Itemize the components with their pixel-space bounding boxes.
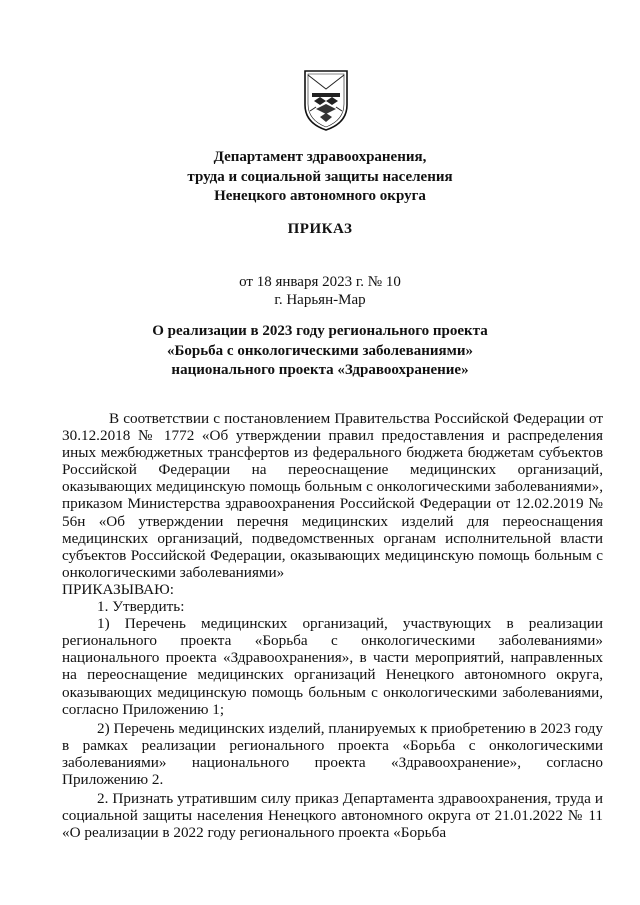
order-body xyxy=(62,410,603,841)
subject-line: О реализации в 2023 году регионального проекта xyxy=(152,323,488,339)
item-1-2: 2) Перечень медицинских изделий, планируемых к приобретению в 2023 году в рамках реализации регионального проекта «Борьба с онкологическими заболеваниями» национального проекта «Здравоохранение», согласно Приложению 2. xyxy=(62,719,603,788)
order-subject xyxy=(0,322,640,381)
order-word: ПРИКАЗЫВАЮ: xyxy=(62,580,174,598)
order-date-number: от 18 января 2023 г. № 10 xyxy=(239,274,401,290)
department-line: Департамент здравоохранения, xyxy=(213,149,427,165)
item-1: 1. Утвердить: xyxy=(97,598,185,616)
order-city: г. Нарьян-Мар xyxy=(274,292,366,308)
coat-of-arms-icon xyxy=(302,67,350,133)
preamble-paragraph: В соответствии с постановлением Правительства Российской Федерации от 30.12.2018 № 1772 «Об утверждении правил предоставления и распределения иных межбюджетных трансфертов из федерального бюджета бюджетам субъектов Российской Федерации на переоснащение медицинских организаций, оказывающих медицинскую помощь больным с онкологическими заболеваниями», приказом Министерства здравоохранения Российской Федерации от 12.02.2019 № 56н «Об утверждении перечня медицинских изделий для переоснащения медицинских организаций, подведомственных органам исполнительной власти субъектов Российской Федерации, оказывающих медицинскую помощь больным с онкологическими заболеваниями» xyxy=(62,410,603,581)
department-name xyxy=(0,148,640,207)
item-2: 2. Признать утратившим силу приказ Департамента здравоохранения, труда и социальной защиты населения Ненецкого автономного округа от 21.01.2022 № 11 «О реализации в 2022 году регионального проекта «Борьба xyxy=(62,790,603,842)
item-1-1: 1) Перечень медицинских организаций, участвующих в реализации регионального проекта «Борьба с онкологическими заболеваниями» национального проекта «Здравоохранения», в части мероприятий, направленных на переоснащение медицинских организаций Ненецкого автономного округа, оказывающих медицинскую помощь больным с онкологическими заболеваниями, согласно Приложению 1; xyxy=(62,615,603,718)
order-title: ПРИКАЗ xyxy=(287,221,353,237)
department-line: труда и социальной защиты населения xyxy=(187,168,453,185)
subject-line: «Борьба с онкологическими заболеваниями» xyxy=(166,342,474,359)
subject-line: национального проекта «Здравоохранение» xyxy=(171,362,469,378)
department-line: Ненецкого автономного округа xyxy=(214,188,426,204)
